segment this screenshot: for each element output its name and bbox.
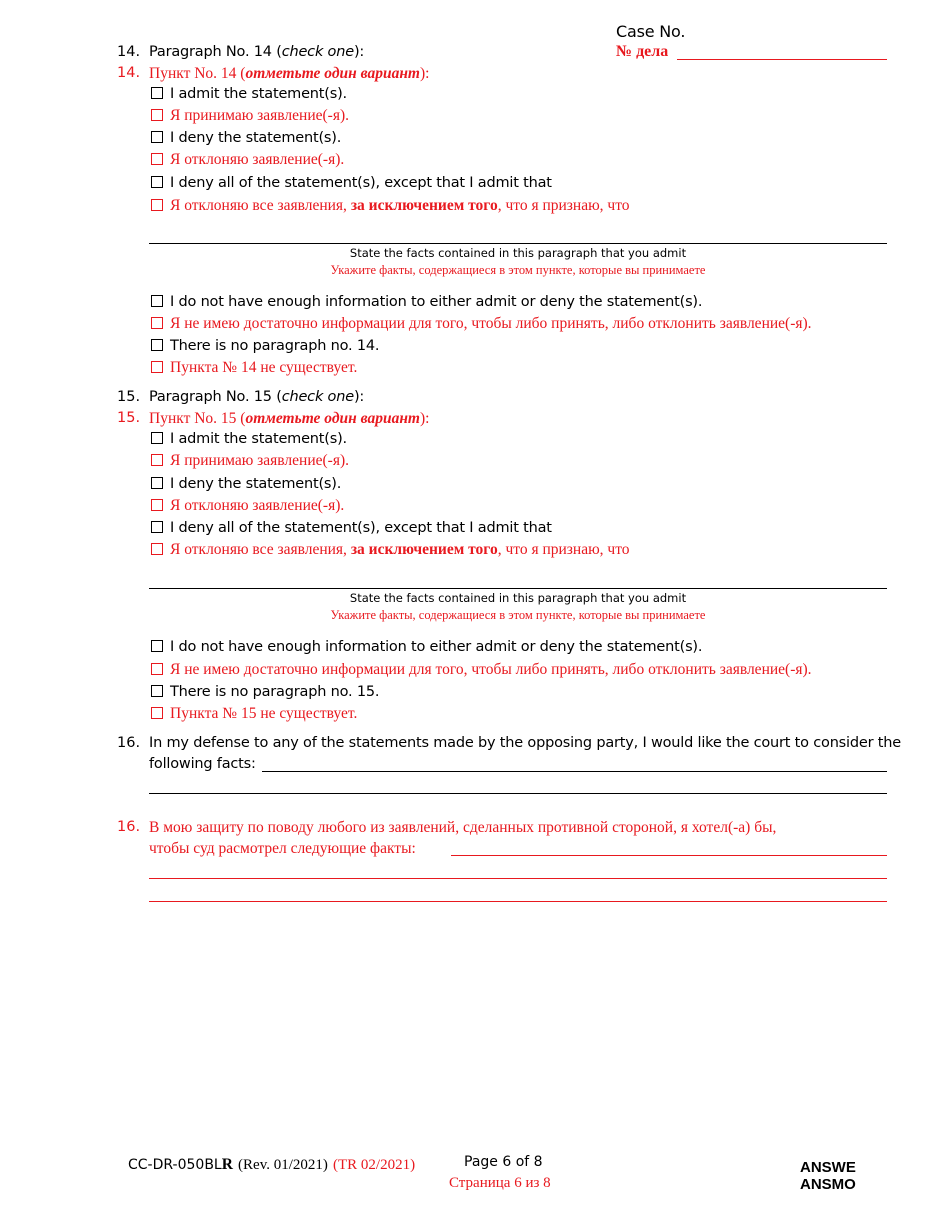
paragraph-14-title: Paragraph No. 14 (check one): [149, 44, 365, 60]
item-number-ru: 14. [117, 65, 141, 81]
admitted-facts-field[interactable] [149, 588, 887, 589]
defense-facts-field-ru[interactable] [451, 855, 887, 856]
option-no-paragraph-ru[interactable]: Пункта № 15 не существует. [151, 705, 357, 723]
option-deny-ru[interactable]: Я отклоняю заявление(-я). [151, 497, 344, 515]
paragraph-15-title-ru: Пункт No. 15 (отметьте один вариант): [149, 410, 430, 427]
checkbox[interactable] [151, 131, 163, 143]
option-no-paragraph-ru[interactable]: Пункта № 14 не существует. [151, 359, 357, 377]
admitted-facts-field[interactable] [149, 243, 887, 244]
defense-facts-field[interactable] [262, 771, 887, 772]
defense-text-line1: In my defense to any of the statements made by the opposing party, I would like the court to consider the [149, 735, 901, 751]
defense-facts-field[interactable] [149, 793, 887, 794]
paragraph-15-title: Paragraph No. 15 (check one): [149, 389, 365, 405]
checkbox[interactable] [151, 199, 163, 211]
checkbox[interactable] [151, 499, 163, 511]
form-code: CC-DR-050BLR (Rev. 01/2021) (TR 02/2021) [128, 1156, 416, 1173]
checkbox[interactable] [151, 87, 163, 99]
facts-caption-ru: Укажите факты, содержащиеся в этом пункте, которые вы принимаете [330, 608, 706, 622]
checkbox[interactable] [151, 295, 163, 307]
checkbox[interactable] [151, 454, 163, 466]
option-deny[interactable]: I deny the statement(s). [151, 476, 341, 492]
facts-caption-ru: Укажите факты, содержащиеся в этом пункте, которые вы принимаете [330, 263, 706, 277]
item-number: 16. [117, 735, 141, 751]
checkbox[interactable] [151, 477, 163, 489]
option-admit[interactable]: I admit the statement(s). [151, 431, 347, 447]
item-number: 15. [117, 389, 141, 405]
defense-facts-field-ru[interactable] [149, 878, 887, 879]
checkbox[interactable] [151, 640, 163, 652]
case-no-label: Case No. [616, 22, 686, 41]
item-number-ru: 16. [117, 819, 141, 835]
paragraph-14-title-ru: Пункт No. 14 (отметьте один вариант): [149, 65, 430, 82]
option-deny[interactable]: I deny the statement(s). [151, 130, 341, 146]
option-admit-ru[interactable]: Я принимаю заявление(-я). [151, 452, 349, 470]
option-deny-except-ru[interactable]: Я отклоняю все заявления, за исключением того, что я признаю, что [151, 541, 630, 559]
item-number-ru: 15. [117, 410, 141, 426]
option-no-paragraph[interactable]: There is no paragraph no. 15. [151, 684, 379, 700]
option-no-info[interactable]: I do not have enough information to either admit or deny the statement(s). [151, 639, 702, 655]
checkbox[interactable] [151, 432, 163, 444]
checkbox[interactable] [151, 361, 163, 373]
case-no-label-ru: № дела [616, 43, 669, 60]
facts-caption: State the facts contained in this paragraph that you admit [349, 591, 687, 605]
checkbox[interactable] [151, 543, 163, 555]
option-no-info[interactable]: I do not have enough information to either admit or deny the statement(s). [151, 294, 702, 310]
checkbox[interactable] [151, 685, 163, 697]
option-admit[interactable]: I admit the statement(s). [151, 86, 347, 102]
page-number-ru: Страница 6 из 8 [449, 1175, 551, 1191]
defense-facts-field-ru[interactable] [149, 901, 887, 902]
option-admit-ru[interactable]: Я принимаю заявление(-я). [151, 107, 349, 125]
facts-caption: State the facts contained in this paragraph that you admit [349, 246, 687, 260]
checkbox[interactable] [151, 339, 163, 351]
checkbox[interactable] [151, 521, 163, 533]
defense-text-line2: following facts: [149, 756, 256, 772]
checkbox[interactable] [151, 317, 163, 329]
option-deny-ru[interactable]: Я отклоняю заявление(-я). [151, 151, 344, 169]
option-no-info-ru[interactable]: Я не имею достаточно информации для того, чтобы либо принять, либо отклонить заявление(-я). [151, 315, 812, 333]
checkbox[interactable] [151, 707, 163, 719]
option-deny-except[interactable]: I deny all of the statement(s), except that I admit that [151, 175, 552, 191]
item-number: 14. [117, 44, 141, 60]
option-no-info-ru[interactable]: Я не имею достаточно информации для того, чтобы либо принять, либо отклонить заявление(-я). [151, 661, 812, 679]
form-short-code: ANSWE ANSMO [800, 1159, 856, 1193]
case-no-field[interactable] [677, 59, 887, 60]
option-deny-except-ru[interactable]: Я отклоняю все заявления, за исключением того, что я признаю, что [151, 197, 630, 215]
option-no-paragraph[interactable]: There is no paragraph no. 14. [151, 338, 379, 354]
checkbox[interactable] [151, 176, 163, 188]
checkbox[interactable] [151, 153, 163, 165]
option-deny-except[interactable]: I deny all of the statement(s), except that I admit that [151, 520, 552, 536]
page-number: Page 6 of 8 [464, 1154, 543, 1170]
defense-text-ru-line1: В мою защиту по поводу любого из заявлений, сделанных противной стороной, я хотел(-а) бы, [149, 819, 777, 836]
defense-text-ru-line2: чтобы суд расмотрел следующие факты: [149, 840, 416, 857]
checkbox[interactable] [151, 109, 163, 121]
checkbox[interactable] [151, 663, 163, 675]
